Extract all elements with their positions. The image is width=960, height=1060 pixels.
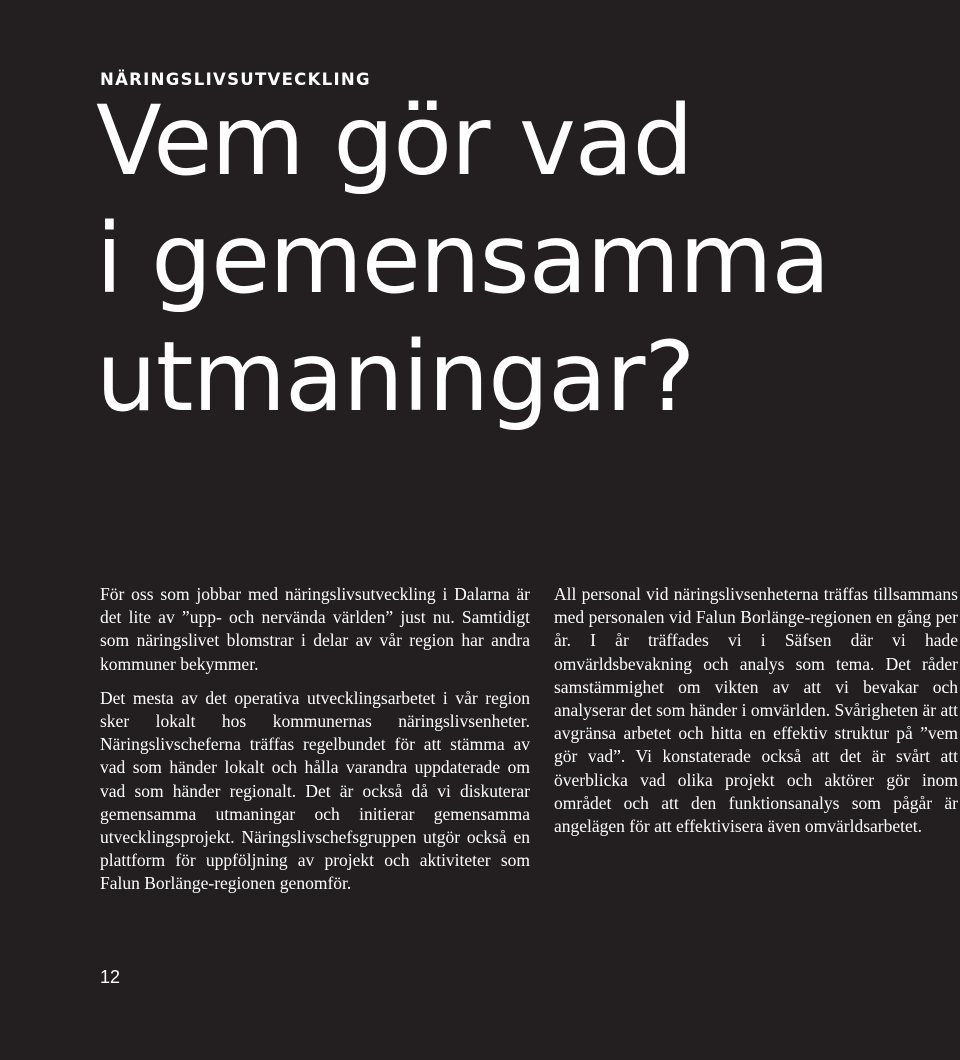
body-paragraph: Det mesta av det operativa utvecklingsarbetet i vår region sker lokalt hos kommunernas näringslivsenheter. Näringslivscheferna träffas regelbundet för att stämma av vad som händer lokalt och hålla varandra uppdaterade om vad som händer regionalt. Det är också då vi diskuterar gemensamma utmaningar och initierar gemensamma utvecklingsprojekt. Näringslivschefsgruppen utgör också en plattform för uppföljning av projekt och aktiviteter som Falun Borlänge-regionen genomför.	[100, 687, 530, 894]
title-line-1: Vem gör vad	[96, 85, 693, 197]
title-line-2: i gemensamma	[96, 203, 830, 315]
body-paragraph: För oss som jobbar med näringslivsutveckling i Dalarna är det lite av ”upp- och nervända världen” just nu. Samtidigt som näringslivet blomstrar i delar av vår region har andra kommuner bekymmer.	[100, 584, 530, 674]
body-paragraph: All personal vid näringslivsenheterna träffas tillsammans med personalen vid Falun Borlänge-regionen en gång per år. I år träffades vi i Säfsen där vi hade omvärldsbevakning och analys som tema. Det råder samstämmighet om vikten av att vi bevakar och analyserar det som händer i omvärlden. Svårigheten är att avgränsa arbetet och hitta en effektiv struktur på ”vem gör vad”. Vi konstaterade också att det är svårt att överblicka vad olika projekt och aktörer gör inom området och att den funktionsanalys som pågår är angelägen för att effektivisera även omvärldsarbetet.	[554, 584, 958, 837]
left-column	[100, 583, 530, 907]
page-number: 12	[100, 967, 121, 987]
page-title	[96, 82, 956, 436]
section-label: NÄRINGSLIVSUTVECKLING	[100, 70, 371, 89]
title-line-3: utmaningar?	[96, 321, 695, 433]
right-column	[554, 583, 958, 849]
